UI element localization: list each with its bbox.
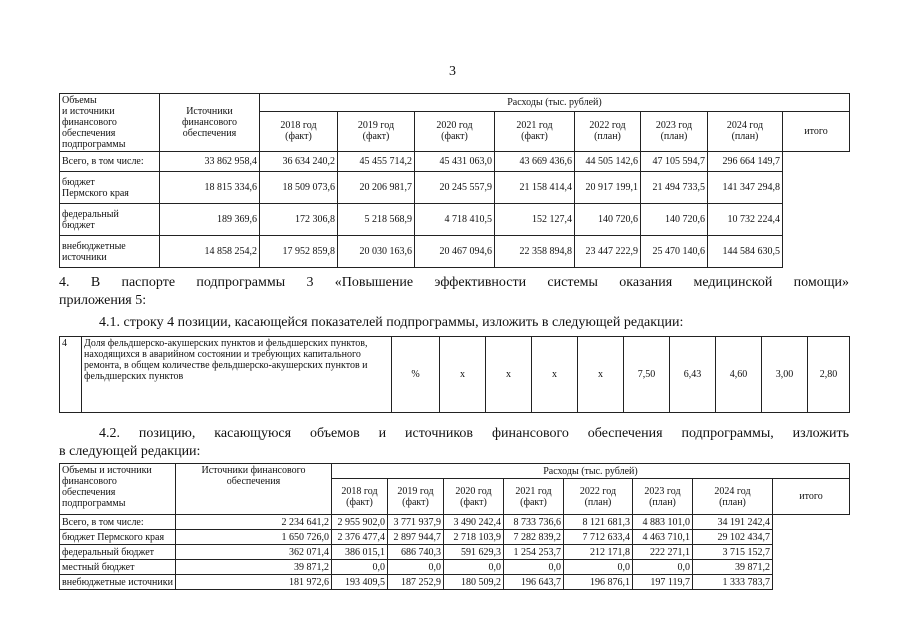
cell-value: 4 883 101,0 [633, 515, 693, 530]
cell-value: 29 102 434,7 [693, 530, 773, 545]
cell-value: 2 234 641,2 [176, 515, 332, 530]
cell-value: 20 030 163,6 [338, 236, 415, 268]
cell-value: 33 862 958,4 [160, 152, 260, 172]
cell-value: 7 282 839,2 [504, 530, 564, 545]
cell-value: 25 470 140,6 [641, 236, 708, 268]
cell-value: 152 127,4 [495, 204, 575, 236]
cell-value: 14 858 254,2 [160, 236, 260, 268]
cell-value: 187 252,9 [388, 575, 444, 590]
cell-value: 20 467 094,6 [415, 236, 495, 268]
cell-value: 20 206 981,7 [338, 172, 415, 204]
indicator-value: х [578, 337, 624, 413]
paragraph-4-1: 4.1. строку 4 позиции, касающейся показателей подпрограммы, изложить в следующей редакции: [99, 315, 684, 330]
indicator-unit: % [392, 337, 440, 413]
cell-value: 23 447 222,9 [575, 236, 641, 268]
cell-value: 7 712 633,4 [564, 530, 633, 545]
cell-value: 2 955 902,0 [332, 515, 388, 530]
cell-value: 1 650 726,0 [176, 530, 332, 545]
cell-value: 144 584 630,5 [708, 236, 783, 268]
row-label: местный бюджет [60, 560, 176, 575]
row-label: бюджет Пермского края [60, 172, 160, 204]
cell-value: 47 105 594,7 [641, 152, 708, 172]
cell-value: 0,0 [633, 560, 693, 575]
indicator-value: х [486, 337, 532, 413]
indicator-value: 3,00 [762, 337, 808, 413]
cell-value: 386 015,1 [332, 545, 388, 560]
cell-value: 181 972,6 [176, 575, 332, 590]
cell-value: 4 718 410,5 [415, 204, 495, 236]
cell-value: 189 369,6 [160, 204, 260, 236]
cell-value: 21 158 414,4 [495, 172, 575, 204]
cell-value: 591 629,3 [444, 545, 504, 560]
row-label: федеральный бюджет [60, 545, 176, 560]
cell-value: 1 333 783,7 [693, 575, 773, 590]
cell-value: 2 897 944,7 [388, 530, 444, 545]
table-row [60, 152, 850, 172]
corner-label-new: Объемы и источники финансового обеспечения подпрограммы [60, 464, 176, 515]
row-label: федеральный бюджет [60, 204, 160, 236]
row-label: бюджет Пермского края [60, 530, 176, 545]
cell-value: 34 191 242,4 [693, 515, 773, 530]
sources-header: Источники финансового обеспечения [160, 94, 260, 152]
table-row [60, 560, 850, 575]
cell-value: 196 876,1 [564, 575, 633, 590]
cell-value: 5 218 568,9 [338, 204, 415, 236]
year-header: 2024 год (план) [693, 479, 773, 515]
cell-value: 3 771 937,9 [388, 515, 444, 530]
table-row [60, 172, 850, 204]
year-header: 2021 год (факт) [504, 479, 564, 515]
row-label: Всего, в том числе: [60, 515, 176, 530]
cell-value: 39 871,2 [693, 560, 773, 575]
year-header: 2020 год (факт) [415, 111, 495, 151]
year-header: 2020 год (факт) [444, 479, 504, 515]
cell-value: 0,0 [504, 560, 564, 575]
year-header: 2018 год (факт) [260, 111, 338, 151]
row-label: внебюджетные источники [60, 236, 160, 268]
cell-value: 18 815 334,6 [160, 172, 260, 204]
cell-value: 3 715 152,7 [693, 545, 773, 560]
paragraph-4-line1: 4. В паспорте подпрограммы 3 «Повышение эффективности системы оказания медицинской помощи» [59, 275, 849, 290]
cell-value: 686 740,3 [388, 545, 444, 560]
paragraph-4-2-line1: 4.2. позицию, касающуюся объемов и источников финансового обеспечения подпрограммы, изложить [99, 426, 849, 441]
funding-table-new [59, 463, 850, 590]
paragraph-4 [59, 274, 849, 310]
cell-value: 140 720,6 [575, 204, 641, 236]
year-header: 2023 год (план) [633, 479, 693, 515]
cell-value: 0,0 [332, 560, 388, 575]
indicator-text: Доля фельдшерско-акушерских пунктов и фельдшерских пунктов, находящихся в аварийном состоянии и требующих капитального ремонта, в общем количестве фельдшерско-акушерских пунктов и фельдшерских пунктов [82, 337, 392, 413]
cell-value: 172 306,8 [260, 204, 338, 236]
table-row [60, 530, 850, 545]
cell-value: 193 409,5 [332, 575, 388, 590]
year-header: 2019 год (факт) [338, 111, 415, 151]
paragraph-4-2-line2: в следующей редакции: [59, 444, 201, 459]
cell-value: 8 121 681,3 [564, 515, 633, 530]
table-row [60, 236, 850, 268]
cell-value: 180 509,2 [444, 575, 504, 590]
year-header: итого [783, 111, 850, 151]
cell-value: 10 732 224,4 [708, 204, 783, 236]
year-header: 2021 год (факт) [495, 111, 575, 151]
cell-value: 197 119,7 [633, 575, 693, 590]
table-row [60, 575, 850, 590]
cell-value: 36 634 240,2 [260, 152, 338, 172]
cell-value: 0,0 [444, 560, 504, 575]
year-header: 2019 год (факт) [388, 479, 444, 515]
cell-value: 140 720,6 [641, 204, 708, 236]
cell-value: 0,0 [388, 560, 444, 575]
cell-value: 212 171,8 [564, 545, 633, 560]
corner-label: Объемы и источники финансового обеспечения подпрограммы [60, 94, 160, 152]
cell-value: 17 952 859,8 [260, 236, 338, 268]
cell-value: 45 431 063,0 [415, 152, 495, 172]
sources-header-new: Источники финансового обеспечения [176, 464, 332, 515]
cell-value: 21 494 733,5 [641, 172, 708, 204]
paragraph-4-2 [59, 425, 849, 461]
indicator-value: 6,43 [670, 337, 716, 413]
indicator-number: 4 [60, 337, 82, 413]
cell-value: 2 718 103,9 [444, 530, 504, 545]
cell-value: 196 643,7 [504, 575, 564, 590]
cell-value: 296 664 149,7 [708, 152, 783, 172]
year-header: 2024 год (план) [708, 111, 783, 151]
indicator-value: х [532, 337, 578, 413]
indicator-value: 4,60 [716, 337, 762, 413]
cell-value: 0,0 [564, 560, 633, 575]
cell-value: 362 071,4 [176, 545, 332, 560]
cell-value: 39 871,2 [176, 560, 332, 575]
indicator-value: х [440, 337, 486, 413]
cell-value: 18 509 073,6 [260, 172, 338, 204]
cell-value: 20 245 557,9 [415, 172, 495, 204]
year-header: 2022 год (план) [575, 111, 641, 151]
cell-value: 20 917 199,1 [575, 172, 641, 204]
cell-value: 141 347 294,8 [708, 172, 783, 204]
cell-value: 45 455 714,2 [338, 152, 415, 172]
cell-value: 3 490 242,4 [444, 515, 504, 530]
cell-value: 222 271,1 [633, 545, 693, 560]
expenses-header: Расходы (тыс. рублей) [260, 94, 850, 112]
year-header: 2022 год (план) [564, 479, 633, 515]
indicator-value: 7,50 [624, 337, 670, 413]
year-header: 2023 год (план) [641, 111, 708, 151]
year-header: 2018 год (факт) [332, 479, 388, 515]
year-header: итого [773, 479, 850, 515]
row-label: Всего, в том числе: [60, 152, 160, 172]
table-row [60, 204, 850, 236]
cell-value: 22 358 894,8 [495, 236, 575, 268]
cell-value: 44 505 142,6 [575, 152, 641, 172]
cell-value: 2 376 477,4 [332, 530, 388, 545]
row-label: внебюджетные источники [60, 575, 176, 590]
paragraph-4-line2: приложения 5: [59, 293, 147, 308]
table-row [60, 515, 850, 530]
indicator-table [59, 336, 850, 413]
cell-value: 1 254 253,7 [504, 545, 564, 560]
indicator-value: 2,80 [808, 337, 850, 413]
cell-value: 43 669 436,6 [495, 152, 575, 172]
cell-value: 4 463 710,1 [633, 530, 693, 545]
cell-value: 8 733 736,6 [504, 515, 564, 530]
expenses-header-new: Расходы (тыс. рублей) [332, 464, 850, 479]
page-number: 3 [449, 64, 456, 79]
table-row [60, 545, 850, 560]
funding-table-original [59, 93, 850, 268]
